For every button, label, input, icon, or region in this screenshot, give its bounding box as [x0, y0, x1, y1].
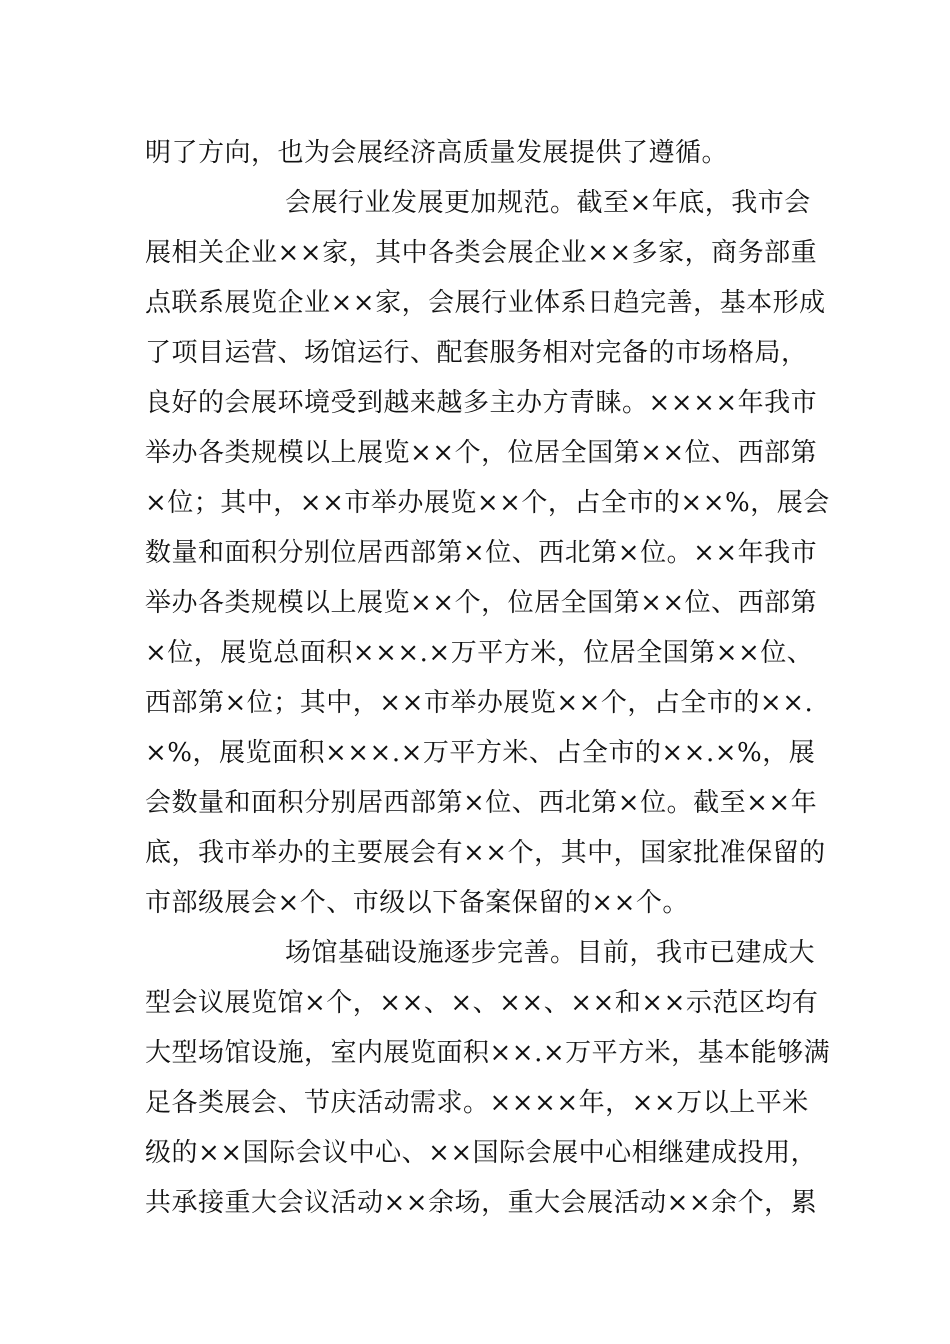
text-line: 数量和面积分别位居西部第×位、西北第×位。××年我市 [145, 538, 818, 568]
text-line: ×位；其中，××市举办展览××个，占全市的××%，展会 [145, 488, 830, 518]
text-line: 场馆基础设施逐步完善。目前，我市已建成大 [285, 938, 816, 968]
text-line: 底，我市举办的主要展会有××个，其中，国家批准保留的 [145, 838, 826, 868]
text-line: 展相关企业××家，其中各类会展企业××多家，商务部重 [145, 238, 818, 268]
text-line: 点联系展览企业××家，会展行业体系日趋完善，基本形成 [145, 288, 826, 318]
text-line: ×位，展览总面积×××.×万平方米，位居全国第××位、 [145, 638, 814, 668]
paragraph-industry [145, 178, 830, 928]
text-line: ×%，展览面积×××.×万平方米、占全市的××.×%，展 [145, 738, 816, 768]
text-line: 共承接重大会议活动××余场，重大会展活动××余个，累 [145, 1188, 818, 1218]
text-line: 足各类展会、节庆活动需求。××××年，××万以上平米 [145, 1088, 809, 1118]
paragraph-venue [145, 928, 831, 1228]
text-line: 西部第×位；其中，××市举办展览××个，占全市的××. [145, 688, 814, 718]
text-line: 举办各类规模以上展览××个，位居全国第××位、西部第 [145, 438, 818, 468]
text-line: 大型场馆设施，室内展览面积××.×万平方米，基本能够满 [145, 1038, 831, 1068]
text-line: 级的××国际会议中心、××国际会展中心相继建成投用， [145, 1138, 818, 1168]
text-line: 会数量和面积分别居西部第×位、西北第×位。截至××年 [145, 788, 818, 818]
paragraph-tail [145, 128, 825, 178]
text-line: 会展行业发展更加规范。截至×年底，我市会 [285, 188, 811, 218]
text-line: 良好的会展环境受到越来越多主办方青睐。××××年我市 [145, 388, 818, 418]
text-line: 举办各类规模以上展览××个，位居全国第××位、西部第 [145, 588, 818, 618]
text-line: 市部级展会×个、市级以下备案保留的××个。 [145, 888, 689, 918]
text-line: 明了方向，也为会展经济高质量发展提供了遵循。 [145, 138, 729, 168]
text-line: 了项目运营、场馆运行、配套服务相对完备的市场格局， [145, 338, 808, 368]
text-line: 型会议展览馆×个，××、×、××、××和××示范区均有 [145, 988, 819, 1018]
